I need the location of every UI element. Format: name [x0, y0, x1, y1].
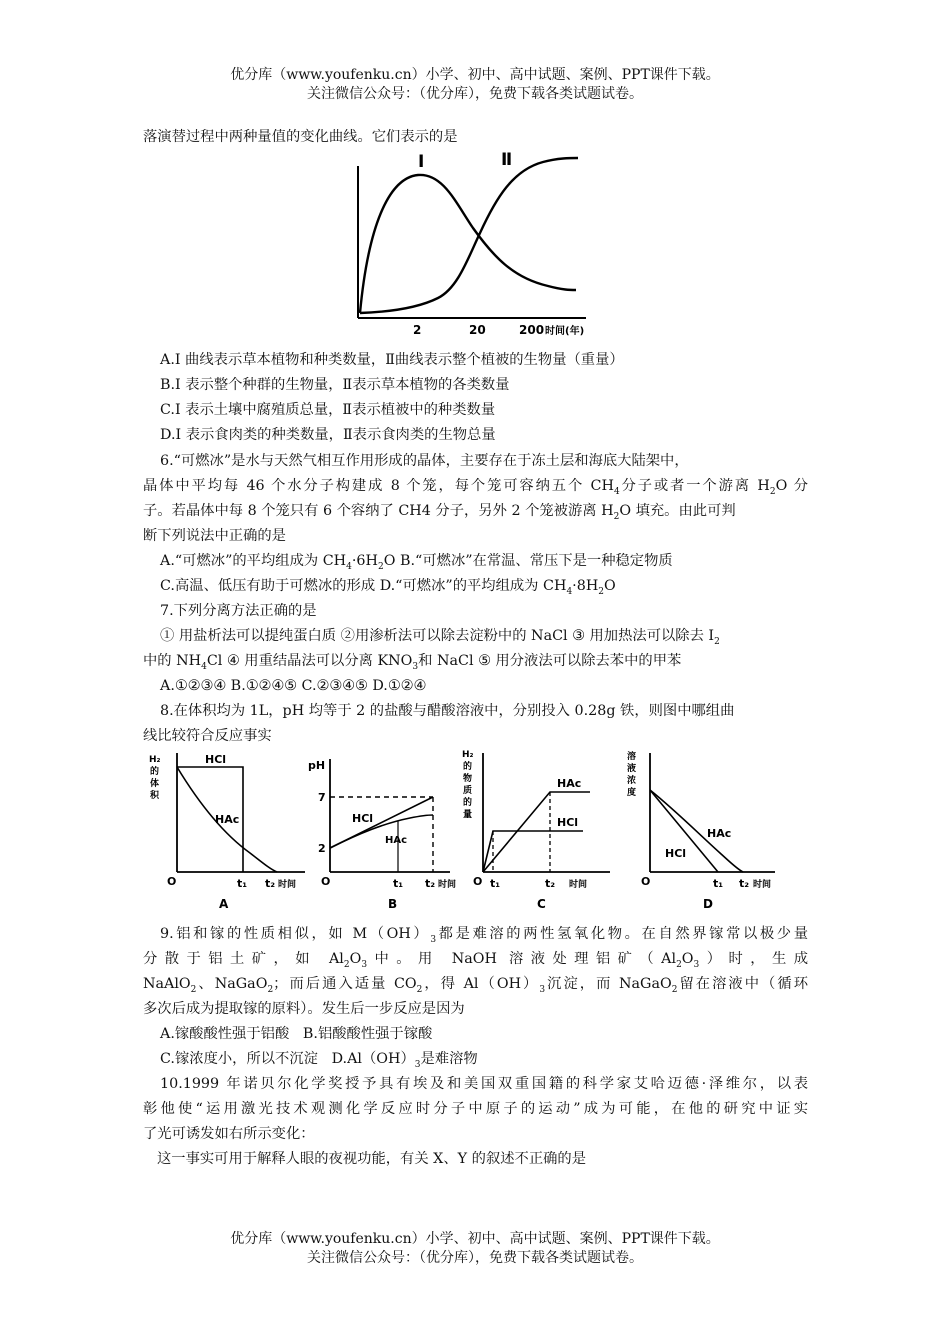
graph-a-letter: A [219, 897, 229, 911]
graph-b-y2: 2 [318, 842, 326, 855]
q10-line-3: 了光可诱发如右所示变化： [143, 1126, 315, 1142]
graph-a-hac-label: HAc [215, 813, 240, 826]
graph-a-hcl-label: HCl [205, 753, 227, 766]
graph-b-letter: B [388, 897, 398, 911]
graph-c-t1: t₁ [490, 877, 501, 890]
graph-a-t2: t₂ [265, 877, 276, 890]
q10-line-4: 这一事实可用于解释人眼的夜视功能，有关 X、Y 的叙述不正确的是 [157, 1151, 587, 1167]
q9-option-a: A.镓酸酸性强于铝酸 [160, 1026, 290, 1042]
header-line-1: 优分库（www.youfenku.cn）小学、初中、高中试题、案例、PPT课件下载。 [230, 67, 720, 83]
graph-c-hcl-curve [483, 831, 583, 872]
graph-b-hac-curve [330, 815, 433, 848]
q9-option-c: C.镓浓度小，所以不沉淀 [160, 1051, 318, 1067]
graph-c-hac-curve [483, 792, 590, 872]
q5-tick-2: 2 [413, 323, 422, 337]
graph-c-ylabel: H₂ 的物质的量 [462, 750, 474, 820]
graph-c-t2: t₂ [545, 877, 556, 890]
graph-c-hac-label: HAc [557, 777, 582, 790]
q5-figure [338, 148, 608, 338]
graph-a-time: 时间 [278, 880, 297, 890]
q6-option-c: C.高温、低压有助于可燃冰的形成 [160, 578, 376, 594]
graph-b-t1: t₁ [393, 877, 404, 890]
page-footer [0, 1230, 950, 1268]
q6-line-1: 6.“可燃冰”是水与天然气相互作用形成的晶体，主要存在于冻土层和海底大陆架中， [160, 453, 689, 469]
header-line-2: 关注微信公众号：（优分库），免费下载各类试题试卷。 [307, 86, 643, 102]
q6-line-3: 子。若晶体中每 8 个笼只有 6 个容纳了 CH4 分子，另外 2 个笼被游离 $H_2O$ 填充。由此可判 [143, 503, 736, 522]
graph-c [462, 750, 610, 911]
q6-options-cd [160, 576, 808, 596]
q10-line-1: 10.1999 年诺贝尔化学奖授予具有埃及和美国双重国籍的科学家艾哈迈德·泽维尔，以表 [160, 1076, 808, 1092]
graph-d-origin: O [641, 875, 651, 888]
q5-tick-200: 200 [519, 323, 545, 337]
q5-option-c: C.Ⅰ 表示土壤中腐殖质总量，Ⅱ表示植被中的种类数量 [160, 402, 496, 418]
q5-stem: 落演替过程中两种量值的变化曲线。它们表示的是 [143, 129, 458, 145]
footer-line-2: 关注微信公众号：（优分库），免费下载各类试题试卷。 [307, 1250, 643, 1266]
graph-c-time: 时间 [569, 880, 588, 890]
graph-b-time: 时间 [438, 880, 457, 890]
q5-tick-20: 20 [469, 323, 486, 337]
graph-b-hac-label: HAc [385, 835, 408, 846]
q5-option-b: B.Ⅰ 表示整个种群的生物量，Ⅱ表示草本植物的各类数量 [160, 377, 510, 393]
q5-curve-2-label: Ⅱ [501, 150, 513, 170]
graph-d-hac-label: HAc [707, 827, 732, 840]
q9-line-1: 9.铝和镓的性质相似，如 $M(OH)_3$都是难溶的两性氢氧化物。在自然界镓常以极少量 [160, 926, 808, 945]
q6-options-ab [160, 551, 808, 571]
q8-line-1: 8.在体积均为 1L，pH 均等于 2 的盐酸与醋酸溶液中，分别投入 0.28g 铁，则图中哪组曲 [160, 703, 735, 719]
q7-line-1: ① 用盐析法可以提纯蛋白质 ②用渗析法可以除去淀粉中的 NaCl ③ 用加热法可以除去 $I_2$ [160, 628, 720, 647]
graph-d-time: 时间 [753, 880, 772, 890]
q5-curve-2 [360, 158, 578, 313]
graph-a-ylabel: H₂ 的体积 [149, 755, 161, 801]
q5-curve-1 [360, 175, 576, 313]
graph-c-origin: O [473, 875, 483, 888]
graph-b-origin: O [321, 875, 331, 888]
q9-option-b: B.铝酸酸性强于镓酸 [302, 1026, 433, 1042]
graph-a-t1: t₁ [237, 877, 248, 890]
graph-c-hcl-label: HCl [557, 816, 579, 829]
graph-d-t1: t₁ [713, 877, 724, 890]
q9-options-cd [160, 1049, 808, 1069]
q6-line-4: 断下列说法中正确的是 [143, 528, 286, 544]
graph-a-origin: O [167, 875, 177, 888]
graph-b-hcl-label: HCl [352, 812, 374, 825]
graph-b-t2: t₂ [425, 877, 436, 890]
q9-option-d: $D.Al(OH)_3$是难溶物 [331, 1051, 478, 1070]
q7-options: A.①②③④ B.①②④⑤ C.②③④⑤ D.①②④ [160, 678, 427, 694]
q9-line-4: 多次后成为提取镓的原料）。发生后一步反应是因为 [143, 1001, 465, 1017]
q7-stem: 7.下列分离方法正确的是 [160, 603, 317, 619]
graph-b-ylabel: pH [308, 759, 326, 772]
q7-line-2: 中的 $NH_4Cl$ ④ 用重结晶法可以分离 $KNO_3$和 NaCl ⑤ 用分液法可以除去苯中的甲苯 [143, 653, 682, 672]
graph-d-t2: t₂ [739, 877, 750, 890]
q6-option-d: D.“可燃冰”的平均组成为 $CH_4\cdot 8H_2O$ [379, 578, 616, 597]
q5-option-a: A.Ⅰ 曲线表示草本植物和种类数量，Ⅱ曲线表示整个植被的生物量（重量） [160, 352, 624, 368]
q9-line-3: NaAlO$_2$、NaGaO$_2$；而后通入适量 $CO_2$，得 $Al(OH)_3$沉淀，而 NaGaO$_2$留在溶液中（循环 [143, 976, 808, 995]
q5-option-d: D.Ⅰ 表示食肉类的种类数量，Ⅱ表示食肉类的生物总量 [160, 427, 496, 443]
graph-d-ylabel: 溶液浓度 [627, 752, 637, 798]
footer-line-1: 优分库（www.youfenku.cn）小学、初中、高中试题、案例、PPT课件下载。 [230, 1231, 720, 1247]
graph-b-y7: 7 [318, 791, 326, 804]
q6-line-2: 晶体中平均每 46 个水分子构建成 8 个笼，每个笼可容纳五个 $CH_4$分子或者一个游离 $H_2O$ 分 [143, 478, 809, 497]
graph-c-letter: C [537, 897, 546, 911]
graph-d [627, 750, 775, 911]
q6-option-b: B.“可燃冰”在常温、常压下是一种稳定物质 [399, 553, 673, 569]
q10-line-2: 彰他使“运用激光技术观测化学反应时分子中原子的运动”成为可能，在他的研究中证实 [143, 1101, 808, 1117]
q5-curve-1-label: Ⅰ [418, 152, 425, 172]
graph-b [308, 759, 456, 911]
q9-line-2: 分散于铝土矿，如 $Al_2O_3$中。用 NaOH 溶液处理铝矿$(Al_2O_3)$时，生成 [143, 951, 808, 970]
page-header [0, 66, 950, 104]
q9-options-ab [160, 1024, 808, 1044]
graph-d-hcl-label: HCl [665, 847, 687, 860]
q5-x-label: 时间(年) [545, 326, 585, 337]
graph-d-letter: D [703, 897, 713, 911]
q8-line-2: 线比较符合反应事实 [143, 728, 272, 744]
q6-option-a: A.“可燃冰”的平均组成为 $CH_4\cdot 6H_2O$ [160, 553, 396, 572]
q8-figures [145, 745, 805, 915]
graph-a [149, 753, 305, 911]
